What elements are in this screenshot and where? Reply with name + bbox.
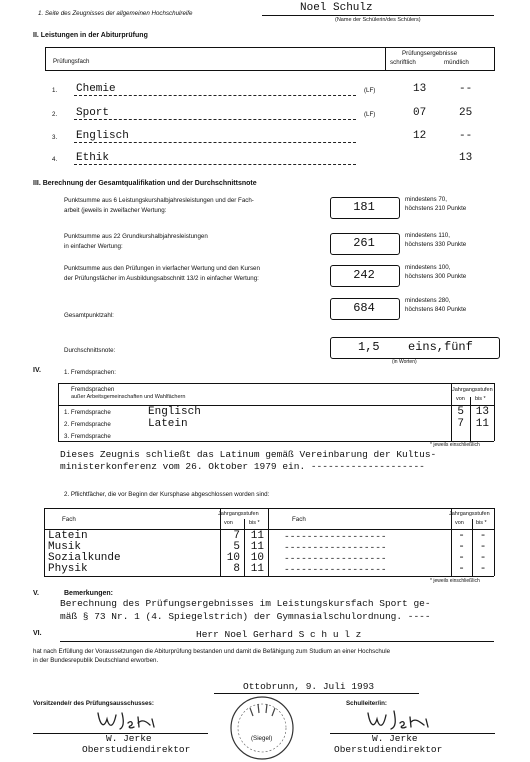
language-to: 11 xyxy=(475,418,489,430)
remarks-label: Bemerkungen: xyxy=(64,590,114,597)
calc-max: höchstens 210 Punkte xyxy=(405,205,467,212)
average-words: eins,fünf xyxy=(408,340,473,354)
fach-left-header: Fach xyxy=(62,516,76,523)
col-results: Prüfungsergebnisse xyxy=(402,50,458,57)
subject-right-to: - xyxy=(479,552,487,564)
exam-written-score: 12 xyxy=(413,130,427,142)
von-left-header: von xyxy=(224,520,233,526)
remarks-line-1: Berechnung des Prüfungsergebnisses im Leistungskursfach Sport ge- xyxy=(60,598,431,609)
exam-row-number: 3. xyxy=(52,134,58,141)
subject-from: 7 xyxy=(233,530,240,542)
calc-max: höchstens 840 Punkte xyxy=(405,306,467,313)
seal-caption: (Siegel) xyxy=(251,735,273,742)
exam-subject-line xyxy=(74,142,356,143)
page-label: 1. Seite des Zeugnisses der allgemeinen Hochschulreife xyxy=(38,10,193,17)
left-signer-name: W. Jerke xyxy=(106,733,152,744)
exam-lf-marker: (LF) xyxy=(364,87,376,94)
calc-value: 242 xyxy=(353,268,375,282)
von-header: von xyxy=(456,396,465,402)
latinum-line-2: ministerkonferenz vom 26. Oktober 1979 ein. -------------------- xyxy=(60,461,425,472)
calc-min: mindestens 110, xyxy=(405,232,450,239)
exam-oral-score: 13 xyxy=(459,152,473,164)
exam-row-number: 1. xyxy=(52,87,58,94)
jahrgang-right-header: Jahrgangsstufen xyxy=(449,511,490,517)
subject-right-to: - xyxy=(479,563,487,575)
exam-subject-line xyxy=(74,164,356,165)
right-signature xyxy=(364,707,436,733)
footnote: * jeweils einschließlich xyxy=(430,442,480,448)
right-signer-name: W. Jerke xyxy=(372,733,418,744)
col-written: schriftlich xyxy=(390,59,416,66)
bis-header: bis * xyxy=(475,396,486,402)
subject-right-name: ------------------ xyxy=(284,553,387,564)
head-label: Schulleiter/in: xyxy=(346,700,387,707)
language-from: 7 xyxy=(457,418,464,430)
language-name: Latein xyxy=(148,418,188,430)
lang-header-1: Fremdsprachen xyxy=(71,386,115,393)
calc-min: mindestens 100, xyxy=(405,264,451,271)
subject-to: 11 xyxy=(250,563,264,575)
subject-to: 11 xyxy=(250,541,264,553)
subject-right-from: - xyxy=(458,541,465,553)
official-seal xyxy=(226,688,298,762)
calc-label-line-2: in einfacher Wertung: xyxy=(64,243,123,250)
subject-right-to: - xyxy=(479,541,487,553)
section-2-title: II. Leistungen in der Abiturprüfung xyxy=(33,32,148,39)
calc-min: mindestens 280, xyxy=(405,297,451,304)
col-oral: mündlich xyxy=(444,59,469,66)
language-slot-label: 1. Fremdsprache xyxy=(64,409,111,416)
chair-label: Vorsitzende/r des Prüfungsausschusses: xyxy=(33,700,154,707)
language-name: Englisch xyxy=(148,406,201,418)
subject-right-to: - xyxy=(479,530,487,542)
fach-right-header: Fach xyxy=(292,516,306,523)
subject-to: 10 xyxy=(250,552,264,564)
calc-label-line-2: arbeit (jeweils in zweifacher Wertung: xyxy=(64,207,167,214)
subject-right-from: - xyxy=(458,552,465,564)
calc-max: höchstens 300 Punkte xyxy=(405,273,467,280)
subject-from: 8 xyxy=(233,563,240,575)
latinum-line-1: Dieses Zeugnis schließt das Latinum gemäß Vereinbarung der Kultus- xyxy=(60,449,437,460)
exam-oral-score: -- xyxy=(459,83,473,95)
calc-min: mindestens 70, xyxy=(405,196,447,203)
exam-subject-line xyxy=(74,95,356,96)
exam-written-score: 07 xyxy=(413,107,427,119)
language-from: 5 xyxy=(457,406,464,418)
calc-label-line-2: Gesamtpunktzahl: xyxy=(64,312,114,319)
section-4-title: IV. xyxy=(33,367,41,374)
jahrgang-left-header: Jahrgangsstufen xyxy=(218,511,259,517)
place-date: Ottobrunn, 9. Juli 1993 xyxy=(243,681,375,692)
exam-row-number: 4. xyxy=(52,156,58,163)
exam-subject: Chemie xyxy=(76,83,116,95)
subject-right-name: ------------------ xyxy=(284,542,387,553)
col-subject: Prüfungsfach xyxy=(53,58,90,65)
subject-right-from: - xyxy=(458,530,465,542)
exam-oral-score: 25 xyxy=(459,107,473,119)
mandatory-subjects-heading: 2. Pflichtfächer, die vor Beginn der Kursphase abgeschlossen worden sind: xyxy=(64,491,270,498)
subject-right-name: ------------------ xyxy=(284,531,387,542)
language-slot-label: 3. Fremdsprache xyxy=(64,433,111,440)
section-5-title: V. xyxy=(33,590,39,597)
subject-from: 5 xyxy=(233,541,240,553)
foreign-languages-heading: 1. Fremdsprachen: xyxy=(64,369,116,376)
bis-right-header: bis * xyxy=(476,520,487,526)
average-label: Durchschnittsnote: xyxy=(64,347,116,354)
average-value: 1,5 xyxy=(358,340,380,354)
subject-name: Musik xyxy=(48,541,82,553)
von-right-header: von xyxy=(455,520,464,526)
section-6-title: VI. xyxy=(33,630,42,637)
section-3-title: III. Berechnung der Gesamtqualifikation und der Durchschnittsnote xyxy=(33,180,257,187)
remarks-line-2: mäß § 73 Nr. 1 (4. Spiegelstrich) der Gymnasialschulordnung. ---- xyxy=(60,611,431,622)
calc-label-line-1: Punktsumme aus den Prüfungen in vierfacher Wertung und den Kursen xyxy=(64,265,260,272)
left-signer-title: Oberstudiendirektor xyxy=(82,744,191,755)
student-name: Noel Schulz xyxy=(300,2,373,14)
calc-max: höchstens 330 Punkte xyxy=(405,241,467,248)
full-name: Herr Noel Gerhard S c h u l z xyxy=(196,629,362,640)
subject-right-from: - xyxy=(458,563,465,575)
lang-header-2: außer Arbeitsgemeinschaften und Wahlfächern xyxy=(71,394,186,400)
name-caption: (Name der Schülerin/des Schülers) xyxy=(335,17,421,23)
certification-line-1: hat nach Erfüllung der Voraussetzungen die Abiturprüfung bestanden und damit die Befähigung zum Studium an einer Hochschule xyxy=(33,648,391,655)
exam-subject: Ethik xyxy=(76,152,110,164)
calc-value: 181 xyxy=(353,200,375,214)
exam-row-number: 2. xyxy=(52,111,58,118)
subject-from: 10 xyxy=(226,552,240,564)
calc-label-line-1: Punktsumme aus 22 Grundkurshalbjahresleistungen xyxy=(64,233,208,240)
bis-left-header: bis * xyxy=(249,520,260,526)
subject-name: Sozialkunde xyxy=(48,552,121,564)
jahrgang-header: Jahrgangsstufen xyxy=(452,387,493,393)
subject-right-name: ------------------ xyxy=(284,564,387,575)
exam-lf-marker: (LF) xyxy=(364,111,376,118)
language-to: 13 xyxy=(475,406,489,418)
calc-value: 684 xyxy=(353,301,375,315)
exam-subject-line xyxy=(74,119,356,120)
exam-oral-score: -- xyxy=(459,130,473,142)
words-caption: (in Worten) xyxy=(392,359,417,365)
language-slot-label: 2. Fremdsprache xyxy=(64,421,111,428)
subject-to: 11 xyxy=(250,530,264,542)
right-signer-title: Oberstudiendirektor xyxy=(334,744,443,755)
exam-written-score: 13 xyxy=(413,83,427,95)
calc-label-line-1: Punktsumme aus 6 Leistungskurshalbjahresleistungen und der Fach- xyxy=(64,197,254,204)
certification-line-2: in der Bundesrepublik Deutschland erworben. xyxy=(33,657,159,664)
footnote-2: * jeweils einschließlich xyxy=(430,578,480,584)
subject-name: Physik xyxy=(48,563,88,575)
calc-value: 261 xyxy=(353,236,375,250)
subject-name: Latein xyxy=(48,530,88,542)
exam-subject: Englisch xyxy=(76,130,129,142)
exam-subject: Sport xyxy=(76,107,110,119)
left-signature xyxy=(94,707,162,733)
calc-label-line-2: der Prüfungsfächer im Ausbildungsabschnitt 13/2 in einfacher Wertung: xyxy=(64,275,259,282)
